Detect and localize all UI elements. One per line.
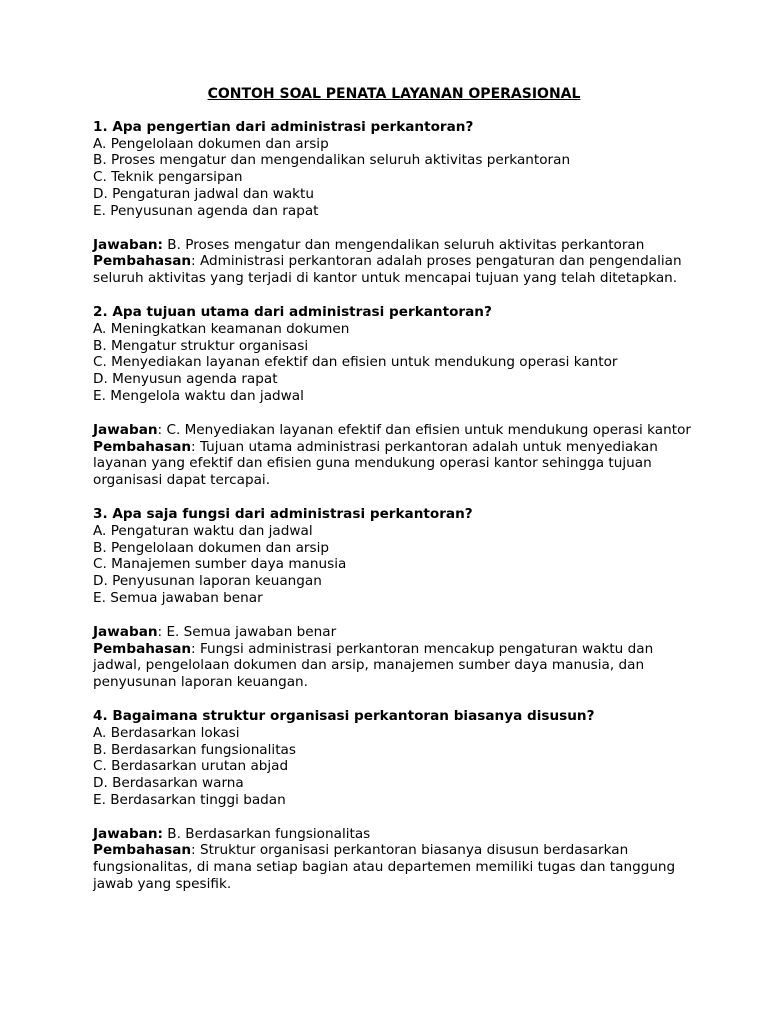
- answer-text: : C. Menyediakan layanan efektif dan efisien untuk mendukung operasi kantor: [157, 421, 691, 438]
- option-a: A. Berdasarkan lokasi: [93, 724, 240, 741]
- option-c: C. Menyediakan layanan efektif dan efisien untuk mendukung operasi kantor: [93, 354, 618, 371]
- option-e: E. Penyusunan agenda dan rapat: [93, 202, 319, 219]
- option-e: E. Semua jawaban benar: [93, 589, 263, 606]
- answer-label: Jawaban: [93, 421, 158, 438]
- question-block: [93, 506, 693, 691]
- answer-label: Jawaban:: [93, 825, 163, 842]
- explanation-label: Pembahasan: [93, 640, 192, 657]
- question-block: [93, 304, 693, 489]
- explanation-text: : Fungsi administrasi perkantoran mencakup pengaturan waktu dan jadwal, pengelolaan dokumen dan arsip, manajemen sumber daya manusia, dan penyusunan laporan keuangan.: [93, 640, 654, 691]
- answer-block: [93, 237, 693, 287]
- answer-block: [93, 422, 693, 489]
- explanation-line: [93, 439, 693, 489]
- document-title: CONTOH SOAL PENATA LAYANAN OPERASIONAL: [207, 86, 581, 102]
- question-text: 2. Apa tujuan utama dari administrasi perkantoran?: [93, 303, 492, 320]
- option-b: B. Berdasarkan fungsionalitas: [93, 741, 296, 758]
- option-a: A. Meningkatkan keamanan dokumen: [93, 320, 350, 337]
- option-d: D. Pengaturan jadwal dan waktu: [93, 185, 315, 202]
- explanation-label: Pembahasan: [93, 842, 192, 859]
- option-c: C. Manajemen sumber daya manusia: [93, 556, 347, 573]
- answer-text: B. Proses mengatur dan mengendalikan seluruh aktivitas perkantoran: [162, 236, 645, 253]
- answer-block: [93, 826, 693, 893]
- option-a: A. Pengelolaan dokumen dan arsip: [93, 135, 329, 152]
- explanation-text: : Struktur organisasi perkantoran biasanya disusun berdasarkan fungsionalitas, di mana setiap bagian atau departemen memiliki tugas dan tanggung jawab yang spesifik.: [93, 842, 676, 893]
- explanation-label: Pembahasan: [93, 253, 192, 270]
- question-text: 4. Bagaimana struktur organisasi perkantoran biasanya disusun?: [93, 707, 595, 724]
- question-text: 3. Apa saja fungsi dari administrasi perkantoran?: [93, 505, 473, 522]
- document-page: [93, 86, 693, 893]
- answer-line: [93, 422, 693, 439]
- question-text: 1. Apa pengertian dari administrasi perkantoran?: [93, 118, 474, 135]
- explanation-line: [93, 842, 693, 892]
- option-d: D. Menyusun agenda rapat: [93, 371, 278, 388]
- answer-text: B. Berdasarkan fungsionalitas: [162, 825, 371, 842]
- explanation-text: : Administrasi perkantoran adalah proses pengaturan dan pengendalian seluruh aktivitas yang terjadi di kantor untuk mencapai tujuan yang telah ditetapkan.: [93, 253, 682, 287]
- option-b: B. Proses mengatur dan mengendalikan seluruh aktivitas perkantoran: [93, 152, 571, 169]
- option-c: C. Teknik pengarsipan: [93, 169, 243, 186]
- option-a: A. Pengaturan waktu dan jadwal: [93, 522, 313, 539]
- option-c: C. Berdasarkan urutan abjad: [93, 758, 289, 775]
- option-e: E. Mengelola waktu dan jadwal: [93, 387, 304, 404]
- answer-line: [93, 237, 693, 254]
- option-d: D. Berdasarkan warna: [93, 775, 244, 792]
- option-b: B. Mengatur struktur organisasi: [93, 337, 309, 354]
- answer-text: : E. Semua jawaban benar: [157, 623, 337, 640]
- question-block: [93, 708, 693, 893]
- explanation-line: [93, 253, 693, 287]
- question-block: [93, 119, 693, 287]
- explanation-text: : Tujuan utama administrasi perkantoran adalah untuk menyediakan layanan yang efektif dan efisien guna mendukung operasi kantor sehingga tujuan organisasi dapat tercapai.: [93, 438, 658, 489]
- answer-label: Jawaban: [93, 623, 158, 640]
- option-d: D. Penyusunan laporan keuangan: [93, 573, 322, 590]
- answer-label: Jawaban:: [93, 236, 163, 253]
- explanation-line: [93, 641, 693, 691]
- explanation-label: Pembahasan: [93, 438, 192, 455]
- option-b: B. Pengelolaan dokumen dan arsip: [93, 539, 329, 556]
- answer-line: [93, 624, 693, 641]
- option-e: E. Berdasarkan tinggi badan: [93, 791, 286, 808]
- answer-line: [93, 826, 693, 843]
- answer-block: [93, 624, 693, 691]
